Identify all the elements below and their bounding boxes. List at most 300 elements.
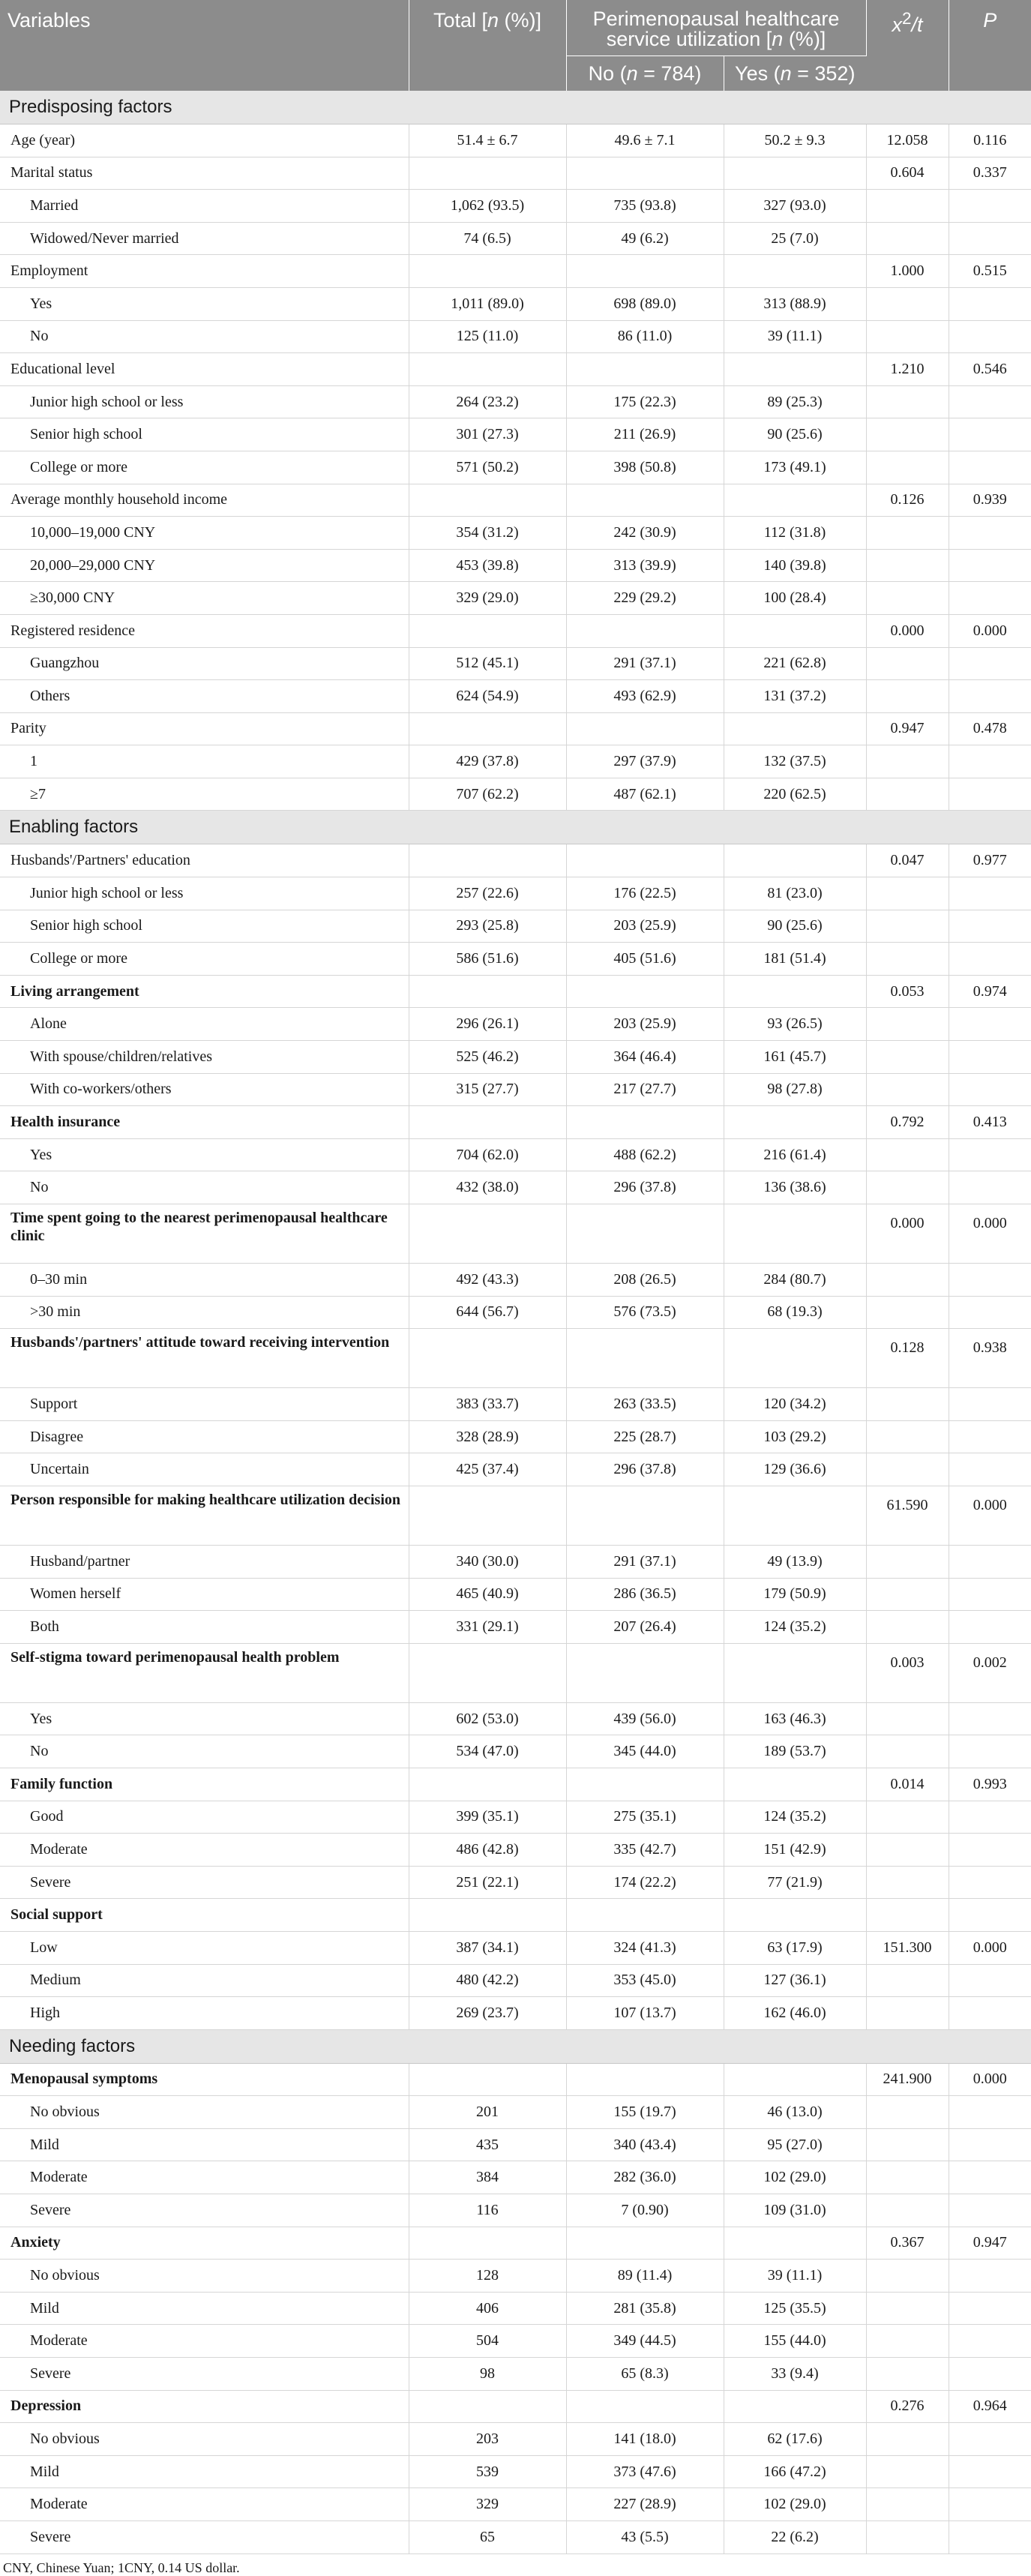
row-label: Senior high school [0,910,409,943]
cell-no: 291 (37.1) [566,647,724,680]
cell-statistic [866,1866,949,1899]
cell-statistic [866,1545,949,1578]
cell-no: 49 (6.2) [566,222,724,255]
cell-yes: 162 (46.0) [724,1997,866,2030]
table-row [0,2358,1031,2391]
cell-total: 1,011 (89.0) [409,287,566,320]
row-label: Junior high school or less [0,385,409,418]
row-label: No obvious [0,2423,409,2456]
section-header-row [0,2029,1031,2063]
table-row [0,2096,1031,2129]
cell-no: 225 (28.7) [566,1420,724,1453]
cell-yes: 140 (39.8) [724,549,866,582]
cell-no: 211 (26.9) [566,418,724,451]
cell-total [409,157,566,190]
cell-total: 329 (29.0) [409,582,566,615]
cell-total: 453 (39.8) [409,549,566,582]
header-total: Total [n (%)] [409,0,566,91]
cell-total: 707 (62.2) [409,778,566,811]
cell-statistic: 0.014 [866,1768,949,1801]
cell-statistic: 0.947 [866,712,949,745]
cell-no: 263 (33.5) [566,1388,724,1421]
table-row [0,712,1031,745]
cell-statistic [866,1073,949,1106]
cell-p-value [949,287,1031,320]
row-label: Junior high school or less [0,877,409,910]
cell-statistic [866,1735,949,1768]
cell-total: 328 (28.9) [409,1420,566,1453]
cell-statistic [866,745,949,778]
cell-p-value [949,1264,1031,1297]
cell-p-value [949,1964,1031,1997]
row-label: Widowed/Never married [0,222,409,255]
table-row [0,1768,1031,1801]
cell-yes: 155 (44.0) [724,2325,866,2358]
cell-p-value: 0.974 [949,975,1031,1008]
cell-statistic [866,1171,949,1204]
table-row [0,647,1031,680]
cell-statistic [866,2161,949,2194]
cell-statistic: 0.047 [866,844,949,877]
cell-statistic [866,1296,949,1329]
cell-no: 364 (46.4) [566,1041,724,1074]
cell-total [409,975,566,1008]
row-label: Social support [0,1899,409,1932]
cell-p-value [949,1578,1031,1611]
cell-p-value [949,1073,1031,1106]
section-title: Needing factors [0,2029,1031,2063]
cell-p-value [949,910,1031,943]
cell-p-value [949,1997,1031,2030]
cell-total [409,353,566,386]
cell-no [566,2063,724,2096]
cell-yes: 131 (37.2) [724,680,866,713]
table-row [0,2455,1031,2488]
cell-no: 174 (22.2) [566,1866,724,1899]
cell-statistic [866,647,949,680]
cell-no: 89 (11.4) [566,2260,724,2293]
cell-no [566,1899,724,1932]
row-label: Guangzhou [0,647,409,680]
header-variables: Variables [0,0,409,91]
cell-p-value [949,877,1031,910]
cell-total: 315 (27.7) [409,1073,566,1106]
cell-yes: 189 (53.7) [724,1735,866,1768]
header-no: No (n = 784) [566,56,724,91]
cell-p-value [949,1296,1031,1329]
cell-p-value [949,943,1031,976]
cell-no: 439 (56.0) [566,1702,724,1735]
cell-total [409,844,566,877]
table-row [0,1106,1031,1139]
table-row [0,1420,1031,1453]
table-row [0,2521,1031,2554]
cell-total: 203 [409,2423,566,2456]
table-row [0,2325,1031,2358]
cell-no [566,1643,724,1702]
cell-yes [724,2390,866,2423]
table-row [0,1171,1031,1204]
row-label: Severe [0,2358,409,2391]
header-p-value: P [949,0,1031,91]
cell-total: 704 (62.0) [409,1138,566,1171]
row-label: With co-workers/others [0,1073,409,1106]
cell-no: 576 (73.5) [566,1296,724,1329]
table-row [0,1931,1031,1964]
row-label: Yes [0,1138,409,1171]
table-row [0,1964,1031,1997]
cell-total: 1,062 (93.5) [409,190,566,223]
table-header [0,0,1031,91]
table-row [0,943,1031,976]
row-label: Good [0,1801,409,1834]
cell-statistic [866,2194,949,2227]
table-row [0,255,1031,288]
cell-total [409,484,566,517]
row-label: Health insurance [0,1106,409,1139]
cell-no: 353 (45.0) [566,1964,724,1997]
cell-statistic [866,222,949,255]
row-label: Husband/partner [0,1545,409,1578]
cell-yes: 100 (28.4) [724,582,866,615]
cell-p-value [949,2423,1031,2456]
cell-no [566,1204,724,1264]
table-row [0,1453,1031,1486]
row-label: College or more [0,943,409,976]
cell-yes: 22 (6.2) [724,2521,866,2554]
row-label: Time spent going to the nearest perimenopausal healthcare clinic [0,1204,409,1264]
cell-yes: 109 (31.0) [724,2194,866,2227]
table-body [0,91,1031,2554]
cell-p-value: 0.964 [949,2390,1031,2423]
cell-p-value [949,2325,1031,2358]
cell-statistic [866,1453,949,1486]
cell-yes: 95 (27.0) [724,2128,866,2161]
row-label: Husbands'/Partners' education [0,844,409,877]
table-row [0,2423,1031,2456]
cell-p-value [949,582,1031,615]
cell-yes: 103 (29.2) [724,1420,866,1453]
cell-no: 488 (62.2) [566,1138,724,1171]
cell-total: 512 (45.1) [409,647,566,680]
cell-yes: 89 (25.3) [724,385,866,418]
row-label: Yes [0,1702,409,1735]
cell-total: 125 (11.0) [409,320,566,353]
cell-total [409,712,566,745]
cell-p-value: 0.000 [949,614,1031,647]
cell-yes: 127 (36.1) [724,1964,866,1997]
cell-total: 465 (40.9) [409,1578,566,1611]
row-label: ≥30,000 CNY [0,582,409,615]
cell-no: 487 (62.1) [566,778,724,811]
cell-p-value [949,549,1031,582]
row-label: Medium [0,1964,409,1997]
header-yes: Yes (n = 352) [724,56,866,91]
cell-p-value [949,2455,1031,2488]
cell-p-value [949,1866,1031,1899]
cell-statistic [866,2260,949,2293]
cell-yes [724,1204,866,1264]
cell-p-value [949,1899,1031,1932]
cell-statistic [866,320,949,353]
cell-statistic: 0.276 [866,2390,949,2423]
table-row [0,1735,1031,1768]
cell-yes: 49 (13.9) [724,1545,866,1578]
cell-yes: 25 (7.0) [724,222,866,255]
row-label: Marital status [0,157,409,190]
cell-no: 296 (37.8) [566,1453,724,1486]
row-label: Average monthly household income [0,484,409,517]
cell-p-value [949,1138,1031,1171]
cell-p-value [949,1008,1031,1041]
cell-yes: 221 (62.8) [724,647,866,680]
table-row [0,385,1031,418]
cell-no [566,1329,724,1388]
table-row [0,2128,1031,2161]
cell-p-value [949,2488,1031,2521]
cell-yes: 136 (38.6) [724,1171,866,1204]
cell-p-value [949,2194,1031,2227]
cell-total: 602 (53.0) [409,1702,566,1735]
cell-no: 49.6 ± 7.1 [566,124,724,157]
cell-statistic [866,2325,949,2358]
table-row [0,844,1031,877]
cell-p-value: 0.000 [949,1931,1031,1964]
cell-yes: 166 (47.2) [724,2455,866,2488]
cell-p-value [949,2096,1031,2129]
cell-p-value [949,2292,1031,2325]
table-row [0,190,1031,223]
table-row [0,745,1031,778]
cell-yes: 33 (9.4) [724,2358,866,2391]
cell-p-value [949,1453,1031,1486]
cell-p-value [949,1702,1031,1735]
cell-p-value: 0.977 [949,844,1031,877]
cell-statistic [866,1801,949,1834]
table-row [0,353,1031,386]
table-row [0,2063,1031,2096]
cell-no [566,157,724,190]
row-label: ≥7 [0,778,409,811]
cell-total: 251 (22.1) [409,1866,566,1899]
table-row [0,1801,1031,1834]
table-row [0,1264,1031,1297]
cell-p-value: 0.000 [949,1204,1031,1264]
cell-statistic: 12.058 [866,124,949,157]
cell-p-value [949,1388,1031,1421]
cell-no: 203 (25.9) [566,1008,724,1041]
cell-yes: 120 (34.2) [724,1388,866,1421]
cell-no: 698 (89.0) [566,287,724,320]
row-label: Living arrangement [0,975,409,1008]
table-row [0,1296,1031,1329]
cell-no: 313 (39.9) [566,549,724,582]
cell-p-value [949,1545,1031,1578]
cell-statistic [866,190,949,223]
cell-total [409,614,566,647]
row-label: 20,000–29,000 CNY [0,549,409,582]
cell-no: 208 (26.5) [566,1264,724,1297]
cell-statistic [866,1388,949,1421]
cell-total: 128 [409,2260,566,2293]
cell-no: 405 (51.6) [566,943,724,976]
cell-yes: 93 (26.5) [724,1008,866,1041]
cell-statistic [866,418,949,451]
cell-total: 571 (50.2) [409,451,566,484]
cell-no: 291 (37.1) [566,1545,724,1578]
row-label: Severe [0,2194,409,2227]
cell-no: 335 (42.7) [566,1834,724,1867]
cell-yes: 90 (25.6) [724,910,866,943]
cell-no: 176 (22.5) [566,877,724,910]
cell-no: 227 (28.9) [566,2488,724,2521]
cell-statistic [866,680,949,713]
cell-yes: 124 (35.2) [724,1801,866,1834]
cell-statistic: 0.000 [866,1204,949,1264]
cell-yes: 151 (42.9) [724,1834,866,1867]
cell-total: 387 (34.1) [409,1931,566,1964]
cell-statistic [866,2488,949,2521]
cell-total: 492 (43.3) [409,1264,566,1297]
cell-statistic [866,385,949,418]
cell-statistic: 61.590 [866,1486,949,1545]
row-label: No obvious [0,2096,409,2129]
table-row [0,1008,1031,1041]
cell-statistic: 0.003 [866,1643,949,1702]
table-row [0,549,1031,582]
cell-statistic [866,1264,949,1297]
row-label: Mild [0,2292,409,2325]
cell-total [409,1106,566,1139]
cell-no: 229 (29.2) [566,582,724,615]
cell-yes [724,353,866,386]
cell-p-value: 0.478 [949,712,1031,745]
cell-no: 65 (8.3) [566,2358,724,2391]
row-label: Mild [0,2128,409,2161]
cell-total: 624 (54.9) [409,680,566,713]
cell-no [566,1486,724,1545]
table-row [0,418,1031,451]
cell-statistic [866,1997,949,2030]
cell-statistic: 0.126 [866,484,949,517]
table-row [0,1486,1031,1545]
cell-statistic [866,287,949,320]
cell-statistic [866,1008,949,1041]
cell-p-value [949,2358,1031,2391]
table-row [0,1702,1031,1735]
table-row [0,1204,1031,1264]
cell-no: 282 (36.0) [566,2161,724,2194]
table-row [0,517,1031,550]
cell-yes: 98 (27.8) [724,1073,866,1106]
cell-statistic: 0.128 [866,1329,949,1388]
cell-p-value [949,517,1031,550]
cell-statistic [866,1420,949,1453]
cell-yes [724,1643,866,1702]
cell-total: 539 [409,2455,566,2488]
row-label: Low [0,1931,409,1964]
header-statistic: $x^2/t$ [866,0,949,91]
cell-no: 349 (44.5) [566,2325,724,2358]
row-label: Employment [0,255,409,288]
cell-total: 74 (6.5) [409,222,566,255]
cell-yes: 90 (25.6) [724,418,866,451]
table-row [0,680,1031,713]
table-row [0,1899,1031,1932]
cell-no [566,844,724,877]
row-label: Severe [0,2521,409,2554]
table-row [0,484,1031,517]
cell-statistic [866,2423,949,2456]
cell-p-value [949,1171,1031,1204]
cell-yes: 81 (23.0) [724,877,866,910]
cell-total [409,2227,566,2260]
cell-statistic [866,910,949,943]
cell-statistic [866,2292,949,2325]
row-label: Moderate [0,1834,409,1867]
section-title: Enabling factors [0,811,1031,844]
cell-statistic [866,1899,949,1932]
cell-yes: 50.2 ± 9.3 [724,124,866,157]
row-label: Women herself [0,1578,409,1611]
cell-total: 406 [409,2292,566,2325]
cell-yes [724,2227,866,2260]
row-label: Moderate [0,2325,409,2358]
cell-no [566,975,724,1008]
cell-statistic [866,1964,949,1997]
cell-total: 399 (35.1) [409,1801,566,1834]
cell-p-value: 0.515 [949,255,1031,288]
cell-yes: 129 (36.6) [724,1453,866,1486]
cell-no: 107 (13.7) [566,1997,724,2030]
cell-total: 65 [409,2521,566,2554]
cell-no: 493 (62.9) [566,680,724,713]
row-label: Others [0,680,409,713]
cell-yes: 77 (21.9) [724,1866,866,1899]
cell-no: 175 (22.3) [566,385,724,418]
cell-statistic [866,778,949,811]
cell-p-value [949,1041,1031,1074]
cell-yes: 163 (46.3) [724,1702,866,1735]
cell-no: 398 (50.8) [566,451,724,484]
cell-total: 98 [409,2358,566,2391]
cell-p-value [949,1420,1031,1453]
table-row [0,1611,1031,1644]
cell-total: 331 (29.1) [409,1611,566,1644]
table-row [0,157,1031,190]
row-label: Depression [0,2390,409,2423]
cell-no [566,1768,724,1801]
row-label: Senior high school [0,418,409,451]
row-label: Age (year) [0,124,409,157]
cell-p-value [949,320,1031,353]
cell-no [566,484,724,517]
row-label: Menopausal symptoms [0,2063,409,2096]
row-label: Married [0,190,409,223]
table-row [0,582,1031,615]
cell-p-value: 0.993 [949,1768,1031,1801]
row-label: Yes [0,287,409,320]
table-row [0,1643,1031,1702]
cell-no [566,353,724,386]
cell-p-value [949,385,1031,418]
table-row [0,614,1031,647]
cell-statistic [866,451,949,484]
cell-no: 297 (37.9) [566,745,724,778]
cell-p-value: 0.413 [949,1106,1031,1139]
cell-p-value: 0.947 [949,2227,1031,2260]
cell-yes: 313 (88.9) [724,287,866,320]
